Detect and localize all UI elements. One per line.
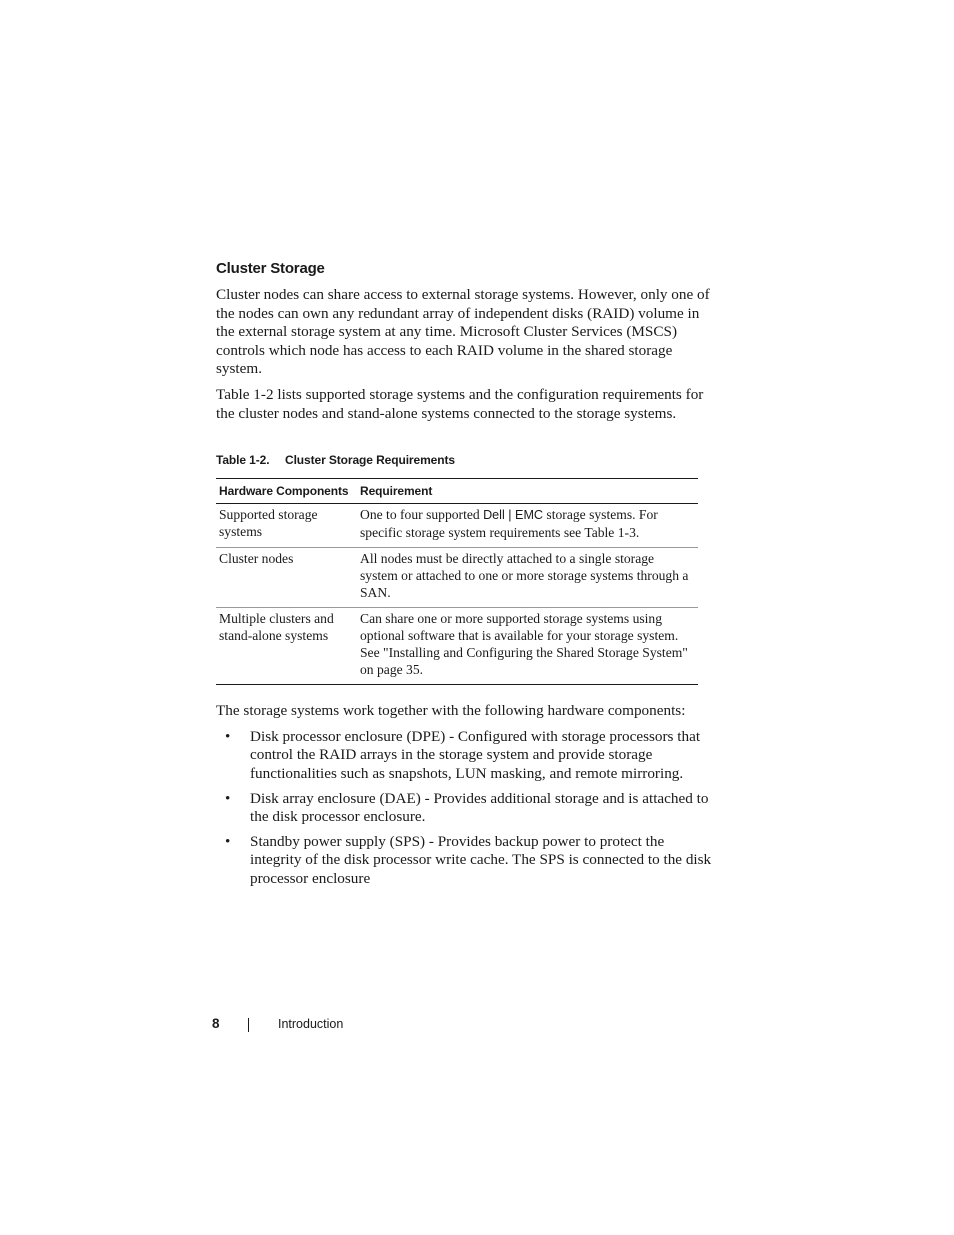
header-hardware-components: Hardware Components [216, 479, 357, 504]
list-item [216, 728, 716, 784]
component-cell: Supported storage systems [216, 504, 357, 548]
list-item-text: Disk array enclosure (DAE) - Provides additional storage and is attached to the disk processor enclosure. [250, 789, 709, 826]
requirement-cell [357, 504, 698, 548]
hardware-components-list [216, 728, 716, 889]
page-number: 8 [212, 1016, 220, 1031]
requirement-cell: Can share one or more supported storage systems using optional software that is available for your storage system. See "Installing and Configuring the Shared Storage System" on page 35. [360, 611, 688, 678]
table-caption-number: Table 1-2. [216, 453, 270, 468]
component-cell: Multiple clusters and stand-alone systems [219, 611, 334, 644]
component-cell: Cluster nodes [216, 548, 357, 608]
bullet-icon: • [225, 789, 231, 807]
table-row [216, 548, 698, 608]
list-item-text: Standby power supply (SPS) - Provides backup power to protect the integrity of the disk processor write cache. The SPS is connected to the disk processor enclosure [250, 832, 712, 887]
bullet-icon: • [225, 727, 231, 745]
table-header-row [216, 479, 698, 504]
page-content [216, 258, 716, 895]
requirement-text: storage systems. For specific storage system requirements see Table 1-3. [360, 507, 658, 541]
table-row [216, 504, 698, 548]
table-row [216, 608, 698, 685]
table-caption-title: Cluster Storage Requirements [285, 453, 455, 468]
table-caption [216, 453, 716, 467]
page-footer [212, 1015, 512, 1035]
list-item-text: Disk processor enclosure (DPE) - Configured with storage processors that control the RAID arrays in the storage system and provide storage functionalities such as snapshots, LUN masking, and remote mirroring. [250, 727, 701, 782]
requirement-cell: All nodes must be directly attached to a single storage system or attached to one or more storage systems through a SAN. [357, 548, 698, 608]
storage-requirements-table [216, 478, 698, 685]
components-intro-paragraph: The storage systems work together with the following hardware components: [216, 702, 686, 720]
table-reference-paragraph: Table 1-2 lists supported storage systems and the configuration requirements for the cluster nodes and stand-alone systems connected to the storage systems. [216, 385, 704, 422]
footer-section-name: Introduction [278, 1017, 344, 1031]
list-item [216, 833, 716, 889]
footer-divider [248, 1018, 249, 1032]
bullet-icon: • [225, 832, 231, 850]
requirement-text: One to four supported [360, 507, 484, 523]
list-item [216, 790, 716, 827]
header-requirement: Requirement [357, 479, 698, 504]
intro-paragraph: Cluster nodes can share access to external storage systems. However, only one of the nodes can own any redundant array of independent disks (RAID) volume in the external storage system at any time. Microsoft Cluster Services (MSCS) controls which node has access to each RAID volume in the shared storage system. [216, 286, 710, 378]
section-heading: Cluster Storage [216, 260, 325, 277]
brand-name: Dell | EMC [483, 508, 544, 523]
